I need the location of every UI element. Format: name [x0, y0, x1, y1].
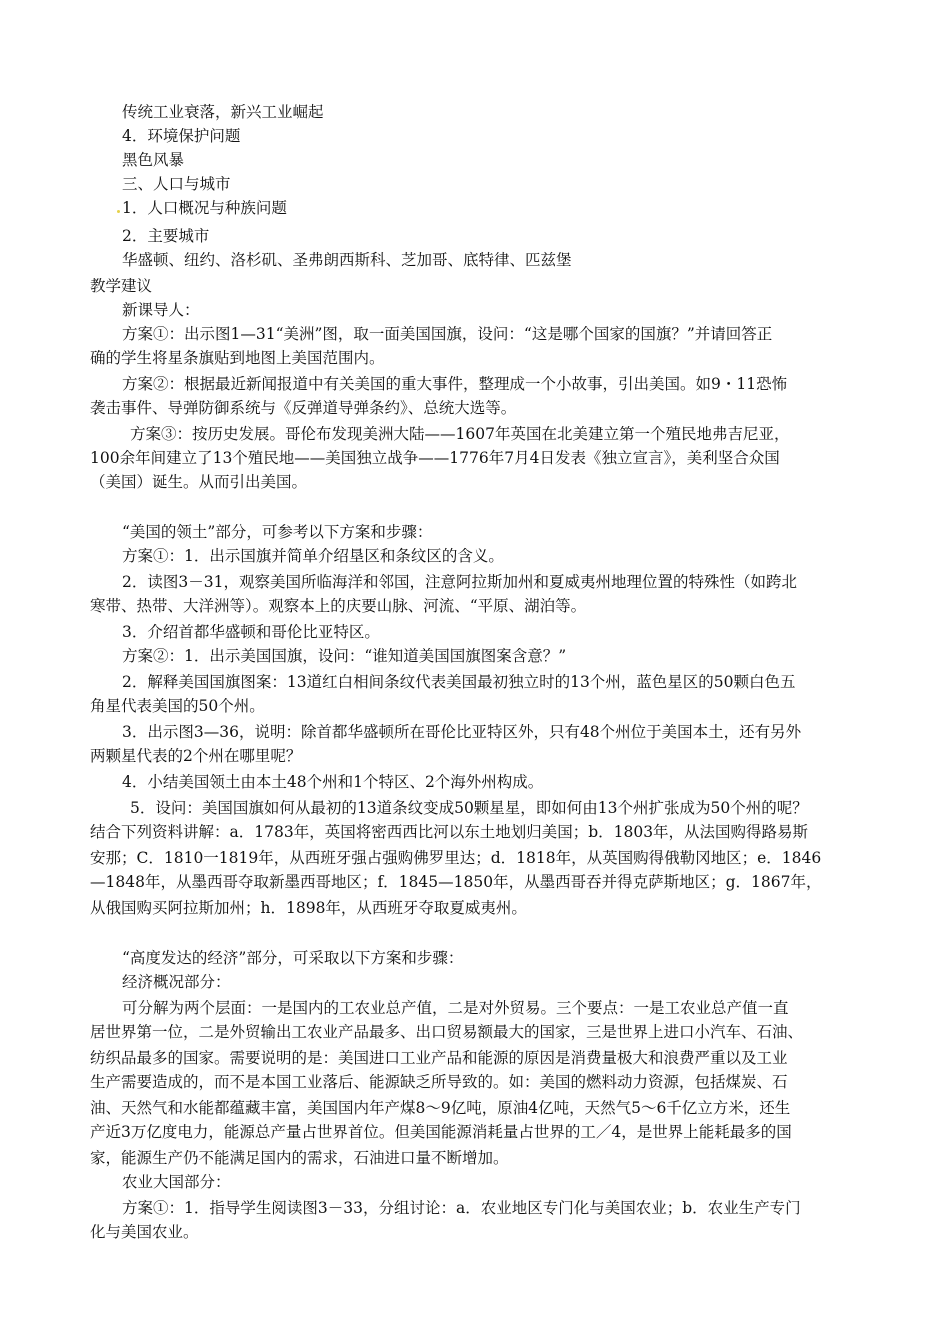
text-line: 方案②：1．出示美国国旗，设问：“谁知道美国国旗图案含意？”	[122, 647, 567, 665]
text-line: 方案③：按历史发展。哥伦布发现美洲大陆——1607年英国在北美建立第一个殖民地弗吉尼亚，	[130, 425, 790, 443]
text-line: 3．出示图3—36，说明：除首都华盛顿所在哥伦比亚特区外，只有48个州位于美国本土，还有另外	[122, 723, 802, 741]
text-line: 3．介绍首都华盛顿和哥伦比亚特区。	[122, 623, 380, 641]
text-line: 2．主要城市	[122, 227, 210, 245]
text-line: 居世界第一位，二是外贸输出工农业产品最多、出口贸易额最大的国家，三是世界上进口小汽车、石油、	[90, 1023, 804, 1041]
text-line: 5．设问：美国国旗如何从最初的13道条纹变成50颗星星，即如何由13个州扩张成为50个州的呢？	[130, 799, 808, 817]
text-line: 4．小结美国领土由本土48个州和1个特区、2个海外州构成。	[122, 773, 544, 791]
text-line: （美国）诞生。从而引出美国。	[90, 473, 308, 491]
text-line: 生产需要造成的，而不是本国工业落后、能源缺乏所导致的。如：美国的燃料动力资源，包括煤炭、石	[90, 1073, 788, 1091]
text-line: 袭击事件、导弹防御系统与《反弹道导弹条约》、总统大选等。	[90, 399, 517, 417]
text-line: 2．读图3－31，观察美国所临海洋和邻国，注意阿拉斯加州和夏威夷州地理位置的特殊性（如跨北	[122, 573, 797, 591]
text-line: 从俄国购买阿拉斯加州；h．1898年，从西班牙夺取夏威夷州。	[90, 899, 527, 917]
text-line: 化与美国农业。	[90, 1223, 199, 1241]
text-line: 华盛顿、纽约、洛杉矶、圣弗朗西斯科、芝加哥、底特律、匹兹堡	[122, 251, 572, 269]
text-line: 4．环境保护问题	[122, 127, 241, 145]
text-line: 确的学生将星条旗贴到地图上美国范围内。	[90, 349, 385, 367]
text-line: “美国的领土”部分，可参考以下方案和步骤：	[122, 523, 433, 541]
text-line: 方案②：根据最近新闻报道中有关美国的重大事件，整理成一个小故事，引出美国。如9・11恐怖	[122, 375, 788, 393]
text-line: 角星代表美国的50个州。	[90, 697, 265, 715]
text-line: 寒带、热带、大洋洲等）。观察本上的庆要山脉、河流、“平原、湖泊等。	[90, 597, 587, 615]
marker-dot	[117, 210, 120, 213]
text-line: 黑色风暴	[122, 151, 185, 169]
text-line: 可分解为两个层面：一是国内的工农业总产值，二是对外贸易。三个要点：一是工农业总产值一直	[122, 999, 789, 1017]
text-line: 油、天然气和水能都蕴藏丰富，美国国内年产煤8～9亿吨，原油4亿吨，天然气5～6千亿立方米，还生	[90, 1099, 791, 1117]
text-line: 传统工业衰落，新兴工业崛起	[122, 103, 324, 121]
text-line: 2．解释美国国旗图案：13道红白相间条纹代表美国最初独立时的13个州，蓝色星区的50颗白色五	[122, 673, 796, 691]
text-line: 农业大国部分：	[122, 1173, 231, 1191]
text-line: 两颗星代表的2个州在哪里呢？	[90, 747, 302, 765]
text-line: 方案①：1．出示国旗并简单介绍垦区和条纹区的含义。	[122, 547, 504, 565]
text-line: 家，能源生产仍不能满足国内的需求，石油进口量不断增加。	[90, 1149, 509, 1167]
text-line: 三、人口与城市	[122, 175, 231, 193]
text-line: 1．人口概况与种族问题	[122, 199, 287, 217]
text-line: 安那；C．1810一1819年，从西班牙强占强购佛罗里达；d．1818年，从英国购得俄勒冈地区；e．1846	[90, 849, 822, 867]
section-heading: 教学建议	[90, 277, 153, 295]
text-line: 100余年间建立了13个殖民地——美国独立战争——1776年7月4日发表《独立宣言》，美利坚合众国	[90, 449, 780, 467]
text-line: —1848年，从墨西哥夺取新墨西哥地区；f．1845—1850年，从墨西哥吞并得克萨斯地区；g．1867年，	[90, 873, 822, 891]
text-line: 结合下列资料讲解：a．1783年，英国将密西西比河以东土地划归美国；b．1803年，从法国购得路易斯	[90, 823, 809, 841]
text-line: 经济概况部分：	[122, 973, 231, 991]
text-line: “高度发达的经济”部分，可采取以下方案和步骤：	[122, 949, 464, 967]
text-line: 纺织品最多的国家。需要说明的是：美国进口工业产品和能源的原因是消费量极大和浪费严重以及工业	[90, 1049, 788, 1067]
text-line: 新课导人：	[122, 301, 200, 319]
text-line: 产近3万亿度电力，能源总产量占世界首位。但美国能源消耗量占世界的工／4，是世界上能耗最多的国	[90, 1123, 792, 1141]
text-line: 方案①：1．指导学生阅读图3－33，分组讨论：a．农业地区专门化与美国农业；b．农业生产专门	[122, 1199, 801, 1217]
text-line: 方案①：出示图1—31“美洲”图，取一面美国国旗，设问：“这是哪个国家的国旗？”并请回答正	[122, 325, 773, 343]
